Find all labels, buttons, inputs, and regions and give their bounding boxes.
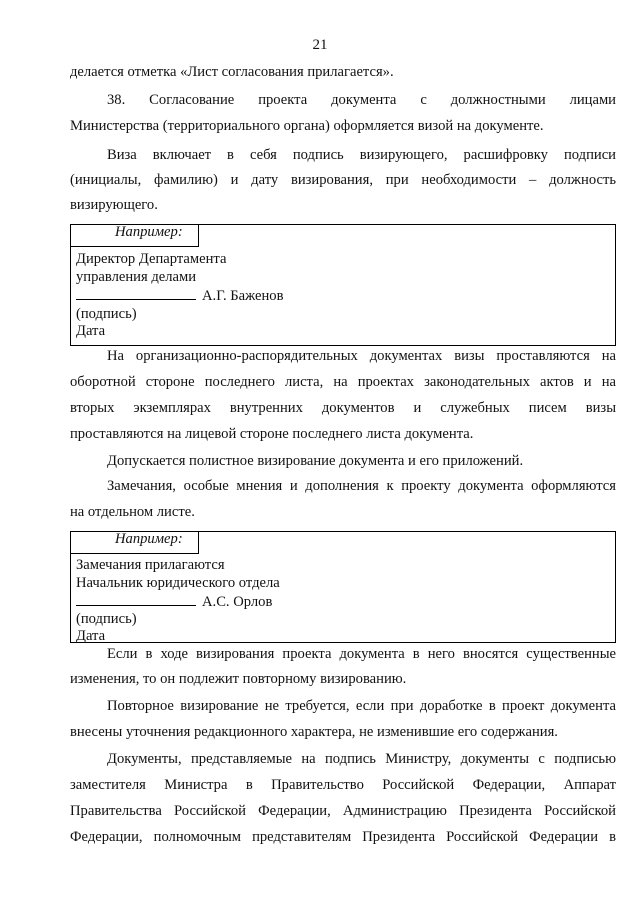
- paragraph-submission-line4: Федерации, полномочным представителям Президента Российской Федерации в: [70, 829, 616, 845]
- example-caption: Например:: [115, 531, 183, 547]
- paragraph-visa-line1: Виза включает в себя подпись визирующего, расшифровку подписи: [107, 147, 616, 163]
- paragraph-38-line2: Министерства (территориального органа) оформляется визой на документе.: [70, 118, 544, 134]
- example-signature-line: [76, 592, 272, 611]
- example-position-line1: Директор Департамента: [76, 251, 227, 267]
- paragraph-remarks-line1: Замечания, особые мнения и дополнения к проекту документа оформляются: [107, 478, 616, 494]
- example-signature-label: (подпись): [76, 306, 137, 322]
- paragraph-repeat-line1: Повторное визирование не требуется, если при доработке в проект документа: [107, 698, 616, 714]
- example-box-1: [70, 224, 616, 346]
- paragraph-placement-line2: оборотной стороне последнего листа, на проектах законодательных актов и на: [70, 374, 616, 390]
- example-date-label: Дата: [76, 628, 106, 644]
- example-caption: Например:: [115, 224, 183, 240]
- paragraph-placement-line4: проставляются на лицевой стороне последнего листа документа.: [70, 426, 474, 442]
- example-signer-name: А.Г. Баженов: [202, 288, 284, 304]
- paragraph-list-note: делается отметка «Лист согласования прилагается».: [70, 64, 394, 80]
- paragraph-submission-line1: Документы, представляемые на подпись Министру, документы с подписью: [107, 751, 616, 767]
- paragraph-visa-line2: (инициалы, фамилию) и дату визирования, при необходимости – должность: [70, 172, 616, 188]
- example-position-line: Начальник юридического отдела: [76, 575, 280, 591]
- paragraph-visa-line3: визирующего.: [70, 197, 158, 213]
- example-position-line2: управления делами: [76, 269, 197, 285]
- signature-blank: [76, 286, 196, 300]
- page-number: 21: [312, 37, 328, 53]
- signature-blank: [76, 592, 196, 606]
- example-remarks-line: Замечания прилагаются: [76, 557, 225, 573]
- paragraph-repeat-line2: внесены уточнения редакционного характера, не изменившие его содержания.: [70, 724, 558, 740]
- paragraph-38-line1: 38. Согласование проекта документа с должностными лицами: [107, 92, 616, 108]
- example-signature-line: [76, 286, 284, 305]
- paragraph-changes-line1: Если в ходе визирования проекта документа в него вносятся существенные: [107, 646, 616, 662]
- paragraph-submission-line2: заместителя Министра в Правительство Российской Федерации, Аппарат: [70, 777, 616, 793]
- example-signer-name: А.С. Орлов: [202, 594, 273, 610]
- paragraph-placement-line3: вторых экземплярах внутренних документов и служебных писем визы: [70, 400, 616, 416]
- paragraph-page-visa: Допускается полистное визирование документа и его приложений.: [107, 453, 524, 469]
- paragraph-remarks-line2: на отдельном листе.: [70, 504, 195, 520]
- paragraph-submission-line3: Правительства Российской Федерации, Администрацию Президента Российской: [70, 803, 616, 819]
- example-box-2: [70, 531, 616, 643]
- example-date-label: Дата: [76, 323, 106, 339]
- paragraph-placement-line1: На организационно-распорядительных документах визы проставляются на: [107, 348, 616, 364]
- example-signature-label: (подпись): [76, 611, 137, 627]
- paragraph-changes-line2: изменения, то он подлежит повторному визированию.: [70, 671, 407, 687]
